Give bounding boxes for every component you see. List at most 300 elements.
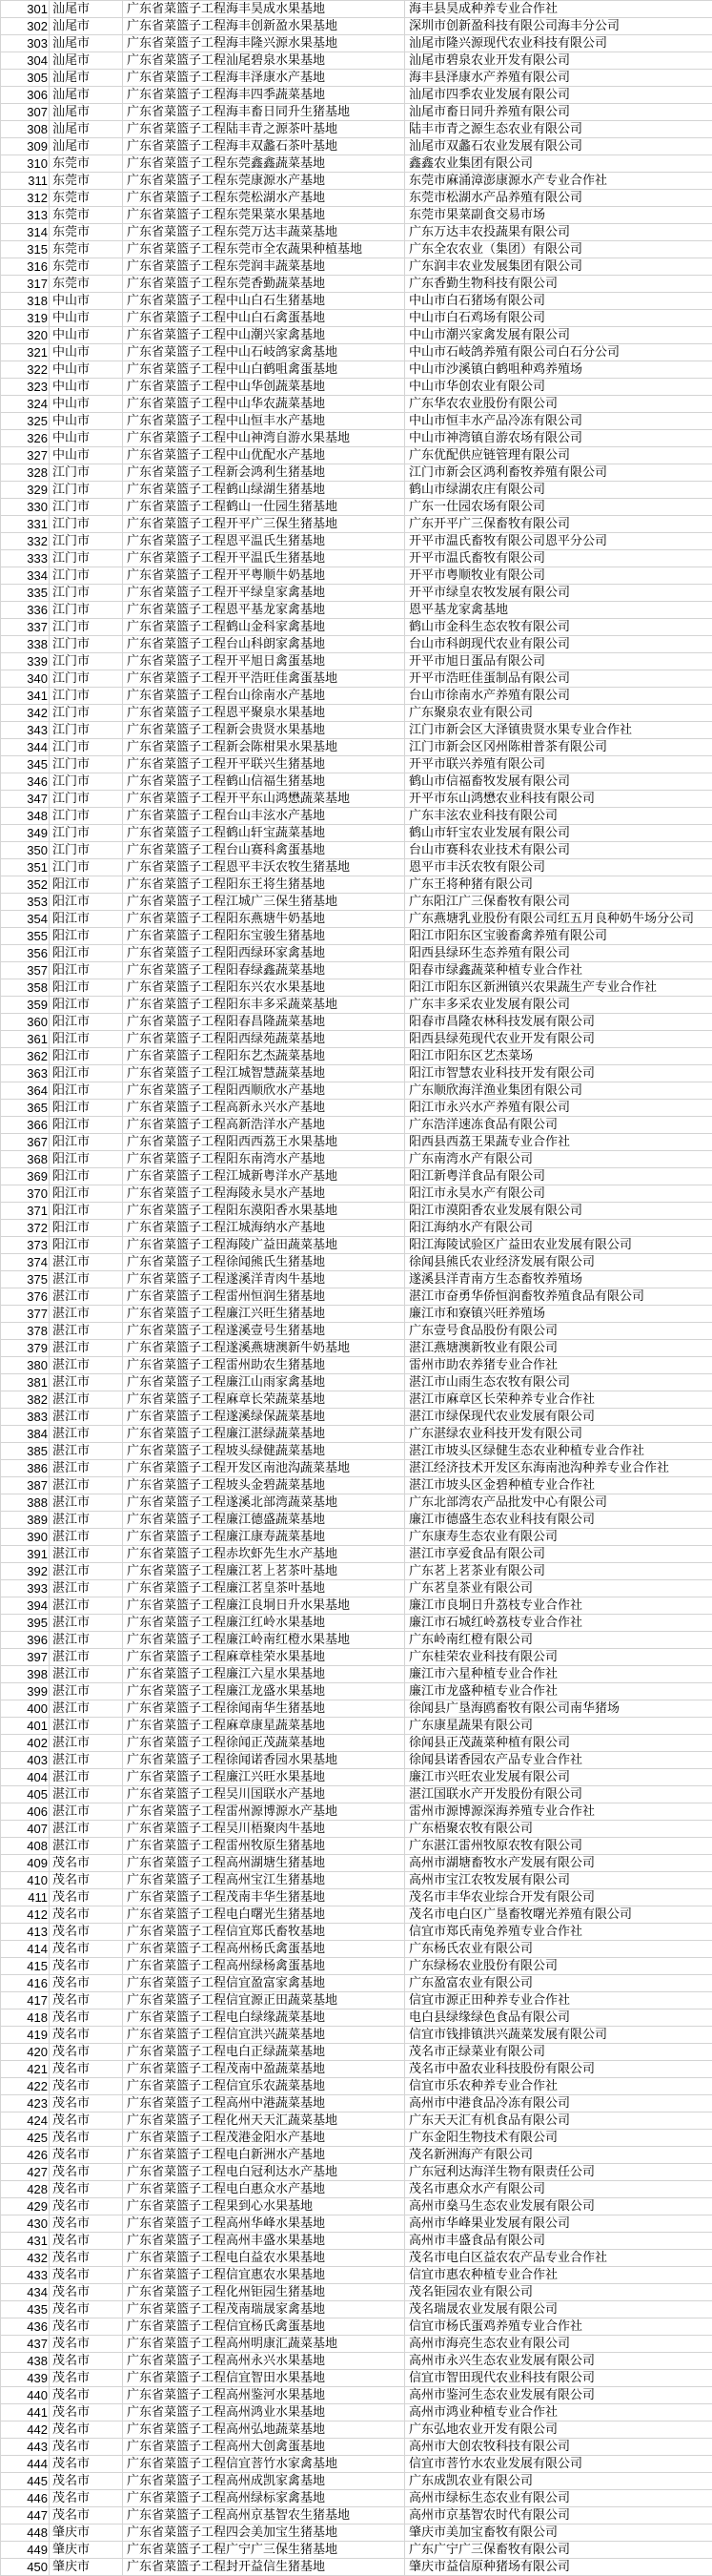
city-cell[interactable]: 湛江市 (50, 1546, 123, 1563)
organization-cell[interactable]: 徐闻县诺香园农产品专业合作社 (405, 1752, 712, 1769)
organization-cell[interactable]: 中山市恒丰水产品冷冻有限公司 (405, 413, 712, 430)
base-name-cell[interactable]: 广东省菜篮子工程阳春昌隆蔬菜基地 (123, 1014, 405, 1031)
base-name-cell[interactable]: 广东省菜篮子工程海丰昊成水果基地 (123, 1, 405, 18)
row-number-cell[interactable]: 372 (1, 1220, 50, 1237)
city-cell[interactable]: 阳江市 (50, 962, 123, 979)
city-cell[interactable]: 东莞市 (50, 241, 123, 258)
organization-cell[interactable]: 开平市东山鸿懋农业科技有限公司 (405, 791, 712, 808)
city-cell[interactable]: 湛江市 (50, 1821, 123, 1838)
organization-cell[interactable]: 信宜市郑氏南兔养殖专业合作社 (405, 1924, 712, 1941)
city-cell[interactable]: 阳江市 (50, 1134, 123, 1151)
organization-cell[interactable]: 茂名市电白区益农农产品专业合作社 (405, 2250, 712, 2267)
row-number-cell[interactable]: 338 (1, 636, 50, 653)
base-name-cell[interactable]: 广东省菜篮子工程雷州恒润生猪基地 (123, 1288, 405, 1306)
base-name-cell[interactable]: 广东省菜篮子工程遂溪燕塘澳新牛奶基地 (123, 1340, 405, 1357)
base-name-cell[interactable]: 广东省菜篮子工程东莞市全农蔬果种植基地 (123, 241, 405, 258)
organization-cell[interactable]: 鹤山市绿湖农庄有限公司 (405, 482, 712, 499)
row-number-cell[interactable]: 399 (1, 1683, 50, 1700)
city-cell[interactable]: 湛江市 (50, 1254, 123, 1271)
organization-cell[interactable]: 湛江市坡头区金碧种植专业合作社 (405, 1477, 712, 1494)
city-cell[interactable]: 阳江市 (50, 1117, 123, 1134)
city-cell[interactable]: 江门市 (50, 739, 123, 756)
row-number-cell[interactable]: 427 (1, 2164, 50, 2181)
city-cell[interactable]: 江门市 (50, 585, 123, 602)
organization-cell[interactable]: 广东成凯农业有限公司 (405, 2473, 712, 2490)
base-name-cell[interactable]: 广东省菜篮子工程信宜盈富家禽基地 (123, 1975, 405, 1992)
row-number-cell[interactable]: 397 (1, 1649, 50, 1666)
city-cell[interactable]: 湛江市 (50, 1769, 123, 1786)
row-number-cell[interactable]: 380 (1, 1357, 50, 1374)
row-number-cell[interactable]: 432 (1, 2250, 50, 2267)
organization-cell[interactable]: 信宜市杨氏蛋鸡养殖专业合作社 (405, 2318, 712, 2336)
organization-cell[interactable]: 徐闻县广垦海鸥畜牧有限公司南华猪场 (405, 1700, 712, 1718)
base-name-cell[interactable]: 广东省菜篮子工程鹤山绿湖生猪基地 (123, 482, 405, 499)
base-name-cell[interactable]: 广东省菜篮子工程阳西绿苑蔬菜基地 (123, 1031, 405, 1048)
row-number-cell[interactable]: 406 (1, 1803, 50, 1821)
city-cell[interactable]: 阳江市 (50, 1048, 123, 1065)
base-name-cell[interactable]: 广东省菜篮子工程开平温氏生猪基地 (123, 550, 405, 567)
row-number-cell[interactable]: 356 (1, 945, 50, 962)
base-name-cell[interactable]: 广东省菜篮子工程阳东艺杰蔬菜基地 (123, 1048, 405, 1065)
row-number-cell[interactable]: 407 (1, 1821, 50, 1838)
row-number-cell[interactable]: 379 (1, 1340, 50, 1357)
row-number-cell[interactable]: 328 (1, 464, 50, 482)
city-cell[interactable]: 阳江市 (50, 1185, 123, 1203)
base-name-cell[interactable]: 广东省菜篮子工程高州华峰水果基地 (123, 2215, 405, 2233)
row-number-cell[interactable]: 321 (1, 344, 50, 361)
organization-cell[interactable]: 广东盈富农业有限公司 (405, 1975, 712, 1992)
base-name-cell[interactable]: 广东省菜篮子工程遂溪洋青肉牛基地 (123, 1271, 405, 1288)
organization-cell[interactable]: 高州市绿标生态农业有限公司 (405, 2490, 712, 2507)
row-number-cell[interactable]: 317 (1, 276, 50, 293)
organization-cell[interactable]: 广东湛江雷州牧原农牧有限公司 (405, 1838, 712, 1855)
row-number-cell[interactable]: 439 (1, 2370, 50, 2387)
row-number-cell[interactable]: 351 (1, 859, 50, 876)
organization-cell[interactable]: 汕尾市碧泉农业开发有限公司 (405, 52, 712, 70)
organization-cell[interactable]: 广东南湾水产有限公司 (405, 1151, 712, 1168)
base-name-cell[interactable]: 广东省菜篮子工程廉江茗皇茶叶基地 (123, 1580, 405, 1597)
city-cell[interactable]: 湛江市 (50, 1632, 123, 1649)
row-number-cell[interactable]: 422 (1, 2078, 50, 2095)
organization-cell[interactable]: 广东壹号食品股份有限公司 (405, 1323, 712, 1340)
organization-cell[interactable]: 汕尾市隆兴源现代农业科技有限公司 (405, 35, 712, 52)
base-name-cell[interactable]: 广东省菜篮子工程台山科朗家禽基地 (123, 636, 405, 653)
organization-cell[interactable]: 遂溪县洋青南方生态畜牧养殖场 (405, 1271, 712, 1288)
row-number-cell[interactable]: 308 (1, 121, 50, 138)
organization-cell[interactable]: 海丰县泽康水产养殖有限公司 (405, 70, 712, 87)
organization-cell[interactable]: 广东梧聚农牧有限公司 (405, 1821, 712, 1838)
row-number-cell[interactable]: 376 (1, 1288, 50, 1306)
city-cell[interactable]: 湛江市 (50, 1803, 123, 1821)
row-number-cell[interactable]: 438 (1, 2353, 50, 2370)
city-cell[interactable]: 茂名市 (50, 2078, 123, 2095)
base-name-cell[interactable]: 广东省菜篮子工程高州鉴河水果基地 (123, 2387, 405, 2404)
base-name-cell[interactable]: 广东省菜篮子工程徐闻正茂蔬菜基地 (123, 1735, 405, 1752)
base-name-cell[interactable]: 广东省菜篮子工程电白冠利达水产基地 (123, 2164, 405, 2181)
city-cell[interactable]: 江门市 (50, 653, 123, 670)
base-name-cell[interactable]: 广东省菜篮子工程电白惠众水产基地 (123, 2181, 405, 2198)
city-cell[interactable]: 湛江市 (50, 1683, 123, 1700)
city-cell[interactable]: 茂名市 (50, 2404, 123, 2421)
base-name-cell[interactable]: 广东省菜篮子工程廉江兴旺生猪基地 (123, 1306, 405, 1323)
city-cell[interactable]: 湛江市 (50, 1426, 123, 1443)
organization-cell[interactable]: 中山市华创农业有限公司 (405, 379, 712, 396)
organization-cell[interactable]: 广东优配供应链管理有限公司 (405, 447, 712, 464)
base-name-cell[interactable]: 广东省菜篮子工程恩平聚泉水果基地 (123, 705, 405, 722)
organization-cell[interactable]: 广东丰泫农业科技有限公司 (405, 808, 712, 825)
city-cell[interactable]: 茂名市 (50, 1992, 123, 2009)
organization-cell[interactable]: 江门市新会区冈州陈柑普茶有限公司 (405, 739, 712, 756)
base-name-cell[interactable]: 广东省菜篮子工程雷州助农生猪基地 (123, 1357, 405, 1374)
base-name-cell[interactable]: 广东省菜篮子工程阳东王将生猪基地 (123, 876, 405, 894)
base-name-cell[interactable]: 广东省菜篮子工程鹤山轩宝蔬菜基地 (123, 825, 405, 842)
base-name-cell[interactable]: 广东省菜篮子工程信宜智田水果基地 (123, 2370, 405, 2387)
city-cell[interactable]: 茂名市 (50, 2421, 123, 2439)
base-name-cell[interactable]: 广东省菜篮子工程阳东宝骏生猪基地 (123, 928, 405, 945)
base-name-cell[interactable]: 广东省菜篮子工程高州中港蔬菜基地 (123, 2095, 405, 2112)
city-cell[interactable]: 阳江市 (50, 1237, 123, 1254)
city-cell[interactable]: 汕尾市 (50, 18, 123, 35)
row-number-cell[interactable]: 331 (1, 516, 50, 533)
row-number-cell[interactable]: 340 (1, 670, 50, 688)
city-cell[interactable]: 茂名市 (50, 1958, 123, 1975)
city-cell[interactable]: 茂名市 (50, 1889, 123, 1906)
base-name-cell[interactable]: 广东省菜篮子工程廉江红岭水果基地 (123, 1615, 405, 1632)
row-number-cell[interactable]: 440 (1, 2387, 50, 2404)
city-cell[interactable]: 汕尾市 (50, 52, 123, 70)
base-name-cell[interactable]: 广东省菜篮子工程新会鸿利生猪基地 (123, 464, 405, 482)
row-number-cell[interactable]: 388 (1, 1494, 50, 1512)
base-name-cell[interactable]: 广东省菜篮子工程廉江兴旺水果基地 (123, 1769, 405, 1786)
base-name-cell[interactable]: 广东省菜篮子工程新会贵贤水果基地 (123, 722, 405, 739)
organization-cell[interactable]: 中山市神湾镇自游农场有限公司 (405, 430, 712, 447)
organization-cell[interactable]: 广东茗上茗茶业有限公司 (405, 1563, 712, 1580)
base-name-cell[interactable]: 广东省菜篮子工程海丰泽康水产基地 (123, 70, 405, 87)
organization-cell[interactable]: 湛江国联水产开发股份有限公司 (405, 1786, 712, 1803)
base-name-cell[interactable]: 广东省菜篮子工程信宜杨氏禽蛋基地 (123, 2318, 405, 2336)
row-number-cell[interactable]: 384 (1, 1426, 50, 1443)
row-number-cell[interactable]: 389 (1, 1512, 50, 1529)
base-name-cell[interactable]: 广东省菜篮子工程海丰隆兴源水果基地 (123, 35, 405, 52)
city-cell[interactable]: 湛江市 (50, 1597, 123, 1615)
row-number-cell[interactable]: 395 (1, 1615, 50, 1632)
organization-cell[interactable]: 江门市新会区鸿利畜牧养殖有限公司 (405, 464, 712, 482)
row-number-cell[interactable]: 345 (1, 756, 50, 773)
row-number-cell[interactable]: 387 (1, 1477, 50, 1494)
organization-cell[interactable]: 开平市温氏畜牧有限公司恩平分公司 (405, 533, 712, 550)
organization-cell[interactable]: 信宜市智田现代农业科技有限公司 (405, 2370, 712, 2387)
row-number-cell[interactable]: 374 (1, 1254, 50, 1271)
row-number-cell[interactable]: 431 (1, 2233, 50, 2250)
row-number-cell[interactable]: 402 (1, 1735, 50, 1752)
city-cell[interactable]: 湛江市 (50, 1580, 123, 1597)
row-number-cell[interactable]: 430 (1, 2215, 50, 2233)
organization-cell[interactable]: 广东浩洋速冻食品有限公司 (405, 1117, 712, 1134)
row-number-cell[interactable]: 335 (1, 585, 50, 602)
row-number-cell[interactable]: 405 (1, 1786, 50, 1803)
city-cell[interactable]: 茂名市 (50, 1941, 123, 1958)
row-number-cell[interactable]: 362 (1, 1048, 50, 1065)
row-number-cell[interactable]: 398 (1, 1666, 50, 1683)
city-cell[interactable]: 茂名市 (50, 1872, 123, 1889)
row-number-cell[interactable]: 444 (1, 2456, 50, 2473)
row-number-cell[interactable]: 336 (1, 602, 50, 619)
city-cell[interactable]: 江门市 (50, 602, 123, 619)
row-number-cell[interactable]: 418 (1, 2009, 50, 2027)
row-number-cell[interactable]: 327 (1, 447, 50, 464)
organization-cell[interactable]: 阳江市永兴水产养殖有限公司 (405, 1100, 712, 1117)
organization-cell[interactable]: 台山市科朗现代农业有限公司 (405, 636, 712, 653)
row-number-cell[interactable]: 419 (1, 2027, 50, 2044)
organization-cell[interactable]: 汕尾市双蠡石农业发展有限公司 (405, 138, 712, 155)
organization-cell[interactable]: 中山市白石猪场有限公司 (405, 293, 712, 310)
base-name-cell[interactable]: 广东省菜篮子工程广宁广三保生猪基地 (123, 2542, 405, 2559)
base-name-cell[interactable]: 广东省菜篮子工程中山石岐鸽家禽基地 (123, 344, 405, 361)
row-number-cell[interactable]: 339 (1, 653, 50, 670)
city-cell[interactable]: 汕尾市 (50, 1, 123, 18)
row-number-cell[interactable]: 342 (1, 705, 50, 722)
base-name-cell[interactable]: 广东省菜篮子工程中山白石禽蛋基地 (123, 310, 405, 327)
row-number-cell[interactable]: 443 (1, 2439, 50, 2456)
base-name-cell[interactable]: 广东省菜篮子工程廉江茗上茗茶叶基地 (123, 1563, 405, 1580)
organization-cell[interactable]: 开平市浩旺佳蛋制品有限公司 (405, 670, 712, 688)
base-name-cell[interactable]: 广东省菜篮子工程信宜郑氏畜牧基地 (123, 1924, 405, 1941)
base-name-cell[interactable]: 广东省菜篮子工程四会美加宝生猪基地 (123, 2524, 405, 2542)
city-cell[interactable]: 茂名市 (50, 2473, 123, 2490)
base-name-cell[interactable]: 广东省菜篮子工程东莞果菜水果基地 (123, 207, 405, 224)
organization-cell[interactable]: 廉江市良垌日升荔枝专业合作社 (405, 1597, 712, 1615)
row-number-cell[interactable]: 412 (1, 1906, 50, 1924)
row-number-cell[interactable]: 352 (1, 876, 50, 894)
base-name-cell[interactable]: 广东省菜篮子工程中山恒丰水产基地 (123, 413, 405, 430)
city-cell[interactable]: 湛江市 (50, 1288, 123, 1306)
base-name-cell[interactable]: 广东省菜篮子工程电白正绿蔬菜基地 (123, 2044, 405, 2061)
row-number-cell[interactable]: 349 (1, 825, 50, 842)
organization-cell[interactable]: 汕尾市四季农业发展有限公司 (405, 87, 712, 104)
base-name-cell[interactable]: 广东省菜篮子工程江城智慧蔬菜基地 (123, 1065, 405, 1082)
row-number-cell[interactable]: 421 (1, 2061, 50, 2078)
row-number-cell[interactable]: 390 (1, 1529, 50, 1546)
city-cell[interactable]: 阳江市 (50, 979, 123, 997)
organization-cell[interactable]: 湛江经济技术开发区东海南池沟种养专业合作社 (405, 1460, 712, 1477)
base-name-cell[interactable]: 广东省菜篮子工程高州成凯家禽基地 (123, 2473, 405, 2490)
organization-cell[interactable]: 雷州市助农养猪专业合作社 (405, 1357, 712, 1374)
organization-cell[interactable]: 阳江市漠阳香农业发展有限公司 (405, 1203, 712, 1220)
city-cell[interactable]: 茂名市 (50, 1975, 123, 1992)
row-number-cell[interactable]: 383 (1, 1409, 50, 1426)
row-number-cell[interactable]: 433 (1, 2267, 50, 2284)
row-number-cell[interactable]: 366 (1, 1117, 50, 1134)
base-name-cell[interactable]: 广东省菜篮子工程开平东山鸿懋蔬菜基地 (123, 791, 405, 808)
city-cell[interactable]: 湛江市 (50, 1786, 123, 1803)
city-cell[interactable]: 江门市 (50, 842, 123, 859)
city-cell[interactable]: 茂名市 (50, 2318, 123, 2336)
base-name-cell[interactable]: 广东省菜篮子工程化州天天汇蔬菜基地 (123, 2112, 405, 2130)
organization-cell[interactable]: 广东开平广三保畜牧有限公司 (405, 516, 712, 533)
organization-cell[interactable]: 台山市赛科农业技术有限公司 (405, 842, 712, 859)
base-name-cell[interactable]: 广东省菜篮子工程台山丰泫水产基地 (123, 808, 405, 825)
city-cell[interactable]: 肇庆市 (50, 2559, 123, 2576)
city-cell[interactable]: 湛江市 (50, 1306, 123, 1323)
city-cell[interactable]: 湛江市 (50, 1529, 123, 1546)
base-name-cell[interactable]: 广东省菜篮子工程中山优配水产基地 (123, 447, 405, 464)
organization-cell[interactable]: 茂名新洲海产有限公司 (405, 2147, 712, 2164)
base-name-cell[interactable]: 广东省菜篮子工程高州绿标家禽基地 (123, 2490, 405, 2507)
row-number-cell[interactable]: 354 (1, 911, 50, 928)
organization-cell[interactable]: 肇庆市益信原种猪场有限公司 (405, 2559, 712, 2576)
row-number-cell[interactable]: 416 (1, 1975, 50, 1992)
row-number-cell[interactable]: 447 (1, 2507, 50, 2524)
row-number-cell[interactable]: 320 (1, 327, 50, 344)
row-number-cell[interactable]: 435 (1, 2301, 50, 2318)
organization-cell[interactable]: 高州市丰盛食品有限公司 (405, 2233, 712, 2250)
city-cell[interactable]: 茂名市 (50, 2439, 123, 2456)
row-number-cell[interactable]: 393 (1, 1580, 50, 1597)
row-number-cell[interactable]: 363 (1, 1065, 50, 1082)
city-cell[interactable]: 江门市 (50, 859, 123, 876)
city-cell[interactable]: 湛江市 (50, 1271, 123, 1288)
organization-cell[interactable]: 阳春市绿鑫蔬菜种植专业合作社 (405, 962, 712, 979)
city-cell[interactable]: 茂名市 (50, 2387, 123, 2404)
city-cell[interactable]: 江门市 (50, 636, 123, 653)
row-number-cell[interactable]: 365 (1, 1100, 50, 1117)
base-name-cell[interactable]: 广东省菜篮子工程开发区南池沟蔬菜基地 (123, 1460, 405, 1477)
organization-cell[interactable]: 茂名市中盈农业科技股份有限公司 (405, 2061, 712, 2078)
row-number-cell[interactable]: 311 (1, 173, 50, 190)
row-number-cell[interactable]: 325 (1, 413, 50, 430)
city-cell[interactable]: 阳江市 (50, 1082, 123, 1100)
base-name-cell[interactable]: 广东省菜篮子工程高州永兴水果基地 (123, 2353, 405, 2370)
base-name-cell[interactable]: 广东省菜篮子工程中山潮兴家禽基地 (123, 327, 405, 344)
city-cell[interactable]: 江门市 (50, 705, 123, 722)
city-cell[interactable]: 江门市 (50, 722, 123, 739)
base-name-cell[interactable]: 广东省菜篮子工程廉江岭南红橙水果基地 (123, 1632, 405, 1649)
organization-cell[interactable]: 中山市潮兴家禽发展有限公司 (405, 327, 712, 344)
city-cell[interactable]: 茂名市 (50, 2490, 123, 2507)
row-number-cell[interactable]: 346 (1, 773, 50, 791)
row-number-cell[interactable]: 355 (1, 928, 50, 945)
base-name-cell[interactable]: 广东省菜篮子工程中山华创蔬菜基地 (123, 379, 405, 396)
organization-cell[interactable]: 开平市粤顺牧业有限公司 (405, 567, 712, 585)
row-number-cell[interactable]: 373 (1, 1237, 50, 1254)
row-number-cell[interactable]: 426 (1, 2147, 50, 2164)
organization-cell[interactable]: 广东润丰农业发展集团有限公司 (405, 258, 712, 276)
base-name-cell[interactable]: 广东省菜篮子工程廉江康寿蔬菜基地 (123, 1529, 405, 1546)
organization-cell[interactable]: 广东广宁广三保畜牧有限公司 (405, 2542, 712, 2559)
base-name-cell[interactable]: 广东省菜篮子工程海陵永昊水产基地 (123, 1185, 405, 1203)
organization-cell[interactable]: 高州市海亮生态农业有限公司 (405, 2336, 712, 2353)
row-number-cell[interactable]: 391 (1, 1546, 50, 1563)
base-name-cell[interactable]: 广东省菜篮子工程遂溪北部湾蔬菜基地 (123, 1494, 405, 1512)
city-cell[interactable]: 汕尾市 (50, 35, 123, 52)
city-cell[interactable]: 湛江市 (50, 1409, 123, 1426)
organization-cell[interactable]: 陆丰市青之源生态农业有限公司 (405, 121, 712, 138)
base-name-cell[interactable]: 广东省菜篮子工程廉江良垌日升水果基地 (123, 1597, 405, 1615)
organization-cell[interactable]: 广东王将种猪有限公司 (405, 876, 712, 894)
city-cell[interactable]: 江门市 (50, 808, 123, 825)
city-cell[interactable]: 湛江市 (50, 1443, 123, 1460)
city-cell[interactable]: 阳江市 (50, 1014, 123, 1031)
organization-cell[interactable]: 廉江市六星种植专业合作社 (405, 1666, 712, 1683)
base-name-cell[interactable]: 广东省菜篮子工程东莞万达丰蔬菜基地 (123, 224, 405, 241)
base-name-cell[interactable]: 广东省菜篮子工程阳西顺欣水产基地 (123, 1082, 405, 1100)
base-name-cell[interactable]: 广东省菜篮子工程高州明康汇蔬菜基地 (123, 2336, 405, 2353)
base-name-cell[interactable]: 广东省菜篮子工程遂溪壹号生猪基地 (123, 1323, 405, 1340)
row-number-cell[interactable]: 303 (1, 35, 50, 52)
city-cell[interactable]: 茂名市 (50, 2284, 123, 2301)
base-name-cell[interactable]: 广东省菜篮子工程东莞松湖水产基地 (123, 190, 405, 207)
organization-cell[interactable]: 鹤山市金科生态农牧有限公司 (405, 619, 712, 636)
city-cell[interactable]: 江门市 (50, 516, 123, 533)
row-number-cell[interactable]: 333 (1, 550, 50, 567)
row-number-cell[interactable]: 361 (1, 1031, 50, 1048)
organization-cell[interactable]: 开平市旭日蛋品有限公司 (405, 653, 712, 670)
organization-cell[interactable]: 阳江市智慧农业科技开发有限公司 (405, 1065, 712, 1082)
city-cell[interactable]: 中山市 (50, 344, 123, 361)
row-number-cell[interactable]: 322 (1, 361, 50, 379)
city-cell[interactable]: 阳江市 (50, 928, 123, 945)
organization-cell[interactable]: 广东燕塘乳业股份有限公司红五月良种奶牛场分公司 (405, 911, 712, 928)
city-cell[interactable]: 茂名市 (50, 1906, 123, 1924)
organization-cell[interactable]: 阳江市阳东区新洲镇兴农果蔬生产专业合作社 (405, 979, 712, 997)
city-cell[interactable]: 阳江市 (50, 945, 123, 962)
city-cell[interactable]: 湛江市 (50, 1649, 123, 1666)
base-name-cell[interactable]: 广东省菜篮子工程徐闻诺香园水果基地 (123, 1752, 405, 1769)
row-number-cell[interactable]: 436 (1, 2318, 50, 2336)
city-cell[interactable]: 东莞市 (50, 155, 123, 173)
city-cell[interactable]: 江门市 (50, 533, 123, 550)
organization-cell[interactable]: 广东万达丰农投蔬果有限公司 (405, 224, 712, 241)
city-cell[interactable]: 东莞市 (50, 173, 123, 190)
row-number-cell[interactable]: 306 (1, 87, 50, 104)
city-cell[interactable]: 茂名市 (50, 2336, 123, 2353)
city-cell[interactable]: 湛江市 (50, 1391, 123, 1409)
row-number-cell[interactable]: 392 (1, 1563, 50, 1580)
base-name-cell[interactable]: 广东省菜篮子工程高州绿杨禽蛋基地 (123, 1958, 405, 1975)
row-number-cell[interactable]: 370 (1, 1185, 50, 1203)
city-cell[interactable]: 湛江市 (50, 1494, 123, 1512)
city-cell[interactable]: 茂名市 (50, 2147, 123, 2164)
row-number-cell[interactable]: 377 (1, 1306, 50, 1323)
base-name-cell[interactable]: 广东省菜篮子工程茂港金阳水产基地 (123, 2130, 405, 2147)
row-number-cell[interactable]: 371 (1, 1203, 50, 1220)
base-name-cell[interactable]: 广东省菜篮子工程信宜乐农蔬菜基地 (123, 2078, 405, 2095)
base-name-cell[interactable]: 广东省菜篮子工程高州杨氏禽蛋基地 (123, 1941, 405, 1958)
city-cell[interactable]: 湛江市 (50, 1838, 123, 1855)
base-name-cell[interactable]: 广东省菜篮子工程信宜菩竹水家禽基地 (123, 2456, 405, 2473)
organization-cell[interactable]: 广东绿杨农业股份有限公司 (405, 1958, 712, 1975)
organization-cell[interactable]: 深圳市创新盈科技有限公司海丰分公司 (405, 18, 712, 35)
city-cell[interactable]: 江门市 (50, 550, 123, 567)
city-cell[interactable]: 湛江市 (50, 1666, 123, 1683)
city-cell[interactable]: 阳江市 (50, 1100, 123, 1117)
city-cell[interactable]: 肇庆市 (50, 2542, 123, 2559)
organization-cell[interactable]: 开平市绿皇农牧发展有限公司 (405, 585, 712, 602)
organization-cell[interactable]: 广东华农农业股份有限公司 (405, 396, 712, 413)
base-name-cell[interactable]: 广东省菜篮子工程中山白鹤咀禽蛋基地 (123, 361, 405, 379)
base-name-cell[interactable]: 广东省菜篮子工程海陵广益田蔬菜基地 (123, 1237, 405, 1254)
organization-cell[interactable]: 信宜市钱排镇洪兴蔬菜发展有限公司 (405, 2027, 712, 2044)
city-cell[interactable]: 湛江市 (50, 1374, 123, 1391)
city-cell[interactable]: 湛江市 (50, 1357, 123, 1374)
row-number-cell[interactable]: 429 (1, 2198, 50, 2215)
organization-cell[interactable]: 信宜市源正田种养专业合作社 (405, 1992, 712, 2009)
city-cell[interactable]: 中山市 (50, 327, 123, 344)
organization-cell[interactable]: 湛江市绿保现代农业发展有限公司 (405, 1409, 712, 1426)
base-name-cell[interactable]: 广东省菜篮子工程高州弘地蔬菜基地 (123, 2421, 405, 2439)
base-name-cell[interactable]: 广东省菜篮子工程阳西绿环家禽基地 (123, 945, 405, 962)
city-cell[interactable]: 茂名市 (50, 2061, 123, 2078)
